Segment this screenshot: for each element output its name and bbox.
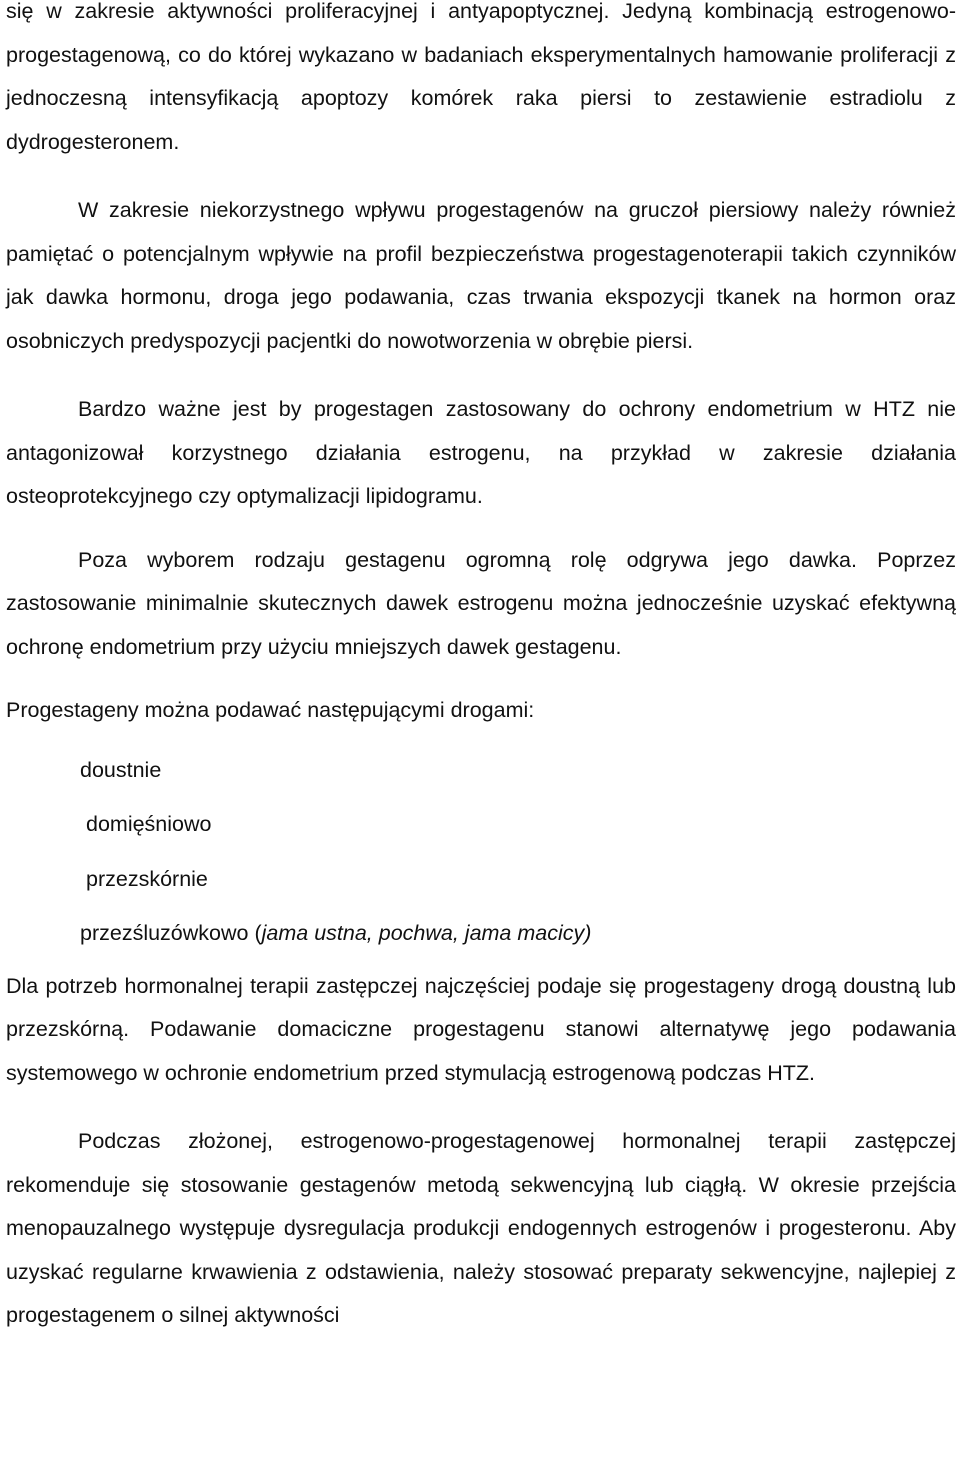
list-item-oral: doustnie	[80, 757, 162, 782]
routes-list	[6, 743, 956, 961]
list-item-transdermal: przezskórnie	[86, 866, 208, 891]
paragraph-4: Poza wyborem rodzaju gestagenu ogromną rolę odgrywa jego dawka. Poprzez zastosowanie minimalnie skutecznych dawek estrogenu można jednocześnie uzyskać efektywną ochronę endometrium przy użyciu mniejszych dawek gestagenu.	[6, 547, 956, 659]
routes-intro: Progestageny można podawać następującymi drogami:	[6, 698, 535, 722]
transmucosal-label: przezśluzówkowo	[80, 921, 249, 945]
transmucosal-paren: (	[248, 921, 262, 945]
paragraph-1: się w zakresie aktywności proliferacyjnej i antyapoptycznej. Jedyną kombinacją estrogenowo-progestagenową, co do której wykazano w badaniach eksperymentalnych hamowanie proliferacji z jednoczesną intensyfikacją apoptozy komórek raka piersi to zestawienie estradiolu z dydrogesteronem.	[6, 0, 956, 154]
paragraph-2: W zakresie niekorzystnego wpływu progestagenów na gruczoł piersiowy należy również pamiętać o potencjalnym wpływie na profil bezpieczeństwa progestagenoterapii takich czynników jak dawka hormonu, droga jego podawania, czas trwania ekspozycji tkanek na hormon oraz osobniczych predyspozycji pacjentki do nowotworzenia w obrębie piersi.	[6, 198, 956, 353]
list-item-transmucosal	[80, 906, 956, 961]
paragraph-5: Dla potrzeb hormonalnej terapii zastępczej najczęściej podaje się progestageny drogą doustną lub przezskórną. Podawanie domaciczne progestagenu stanowi alternatywę jego podawania systemowego w ochronie endometrium przed stymulacją estrogenową podczas HTZ.	[6, 973, 956, 1085]
transmucosal-detail: jama ustna, pochwa, jama macicy)	[261, 921, 592, 945]
document-page	[6, 0, 956, 1338]
paragraph-3: Bardzo ważne jest by progestagen zastosowany do ochrony endometrium w HTZ nie antagonizował korzystnego działania estrogenu, na przykład w zakresie działania osteoprotekcyjnego czy optymalizacji lipidogramu.	[6, 397, 956, 508]
list-item-intramuscular: domięśniowo	[86, 812, 212, 836]
paragraph-6: Podczas złożonej, estrogenowo-progestagenowej hormonalnej terapii zastępczej rekomenduje się stosowanie gestagenów metodą sekwencyjną lub ciągłą. W okresie przejścia menopauzalnego występuje dysregulacja produkcji endogennych estrogenów i progesteronu. Aby uzyskać regularne krwawienia z odstawienia, należy stosować preparaty sekwencyjne, najlepiej z progestagenem o silnej aktywności	[6, 1129, 956, 1327]
